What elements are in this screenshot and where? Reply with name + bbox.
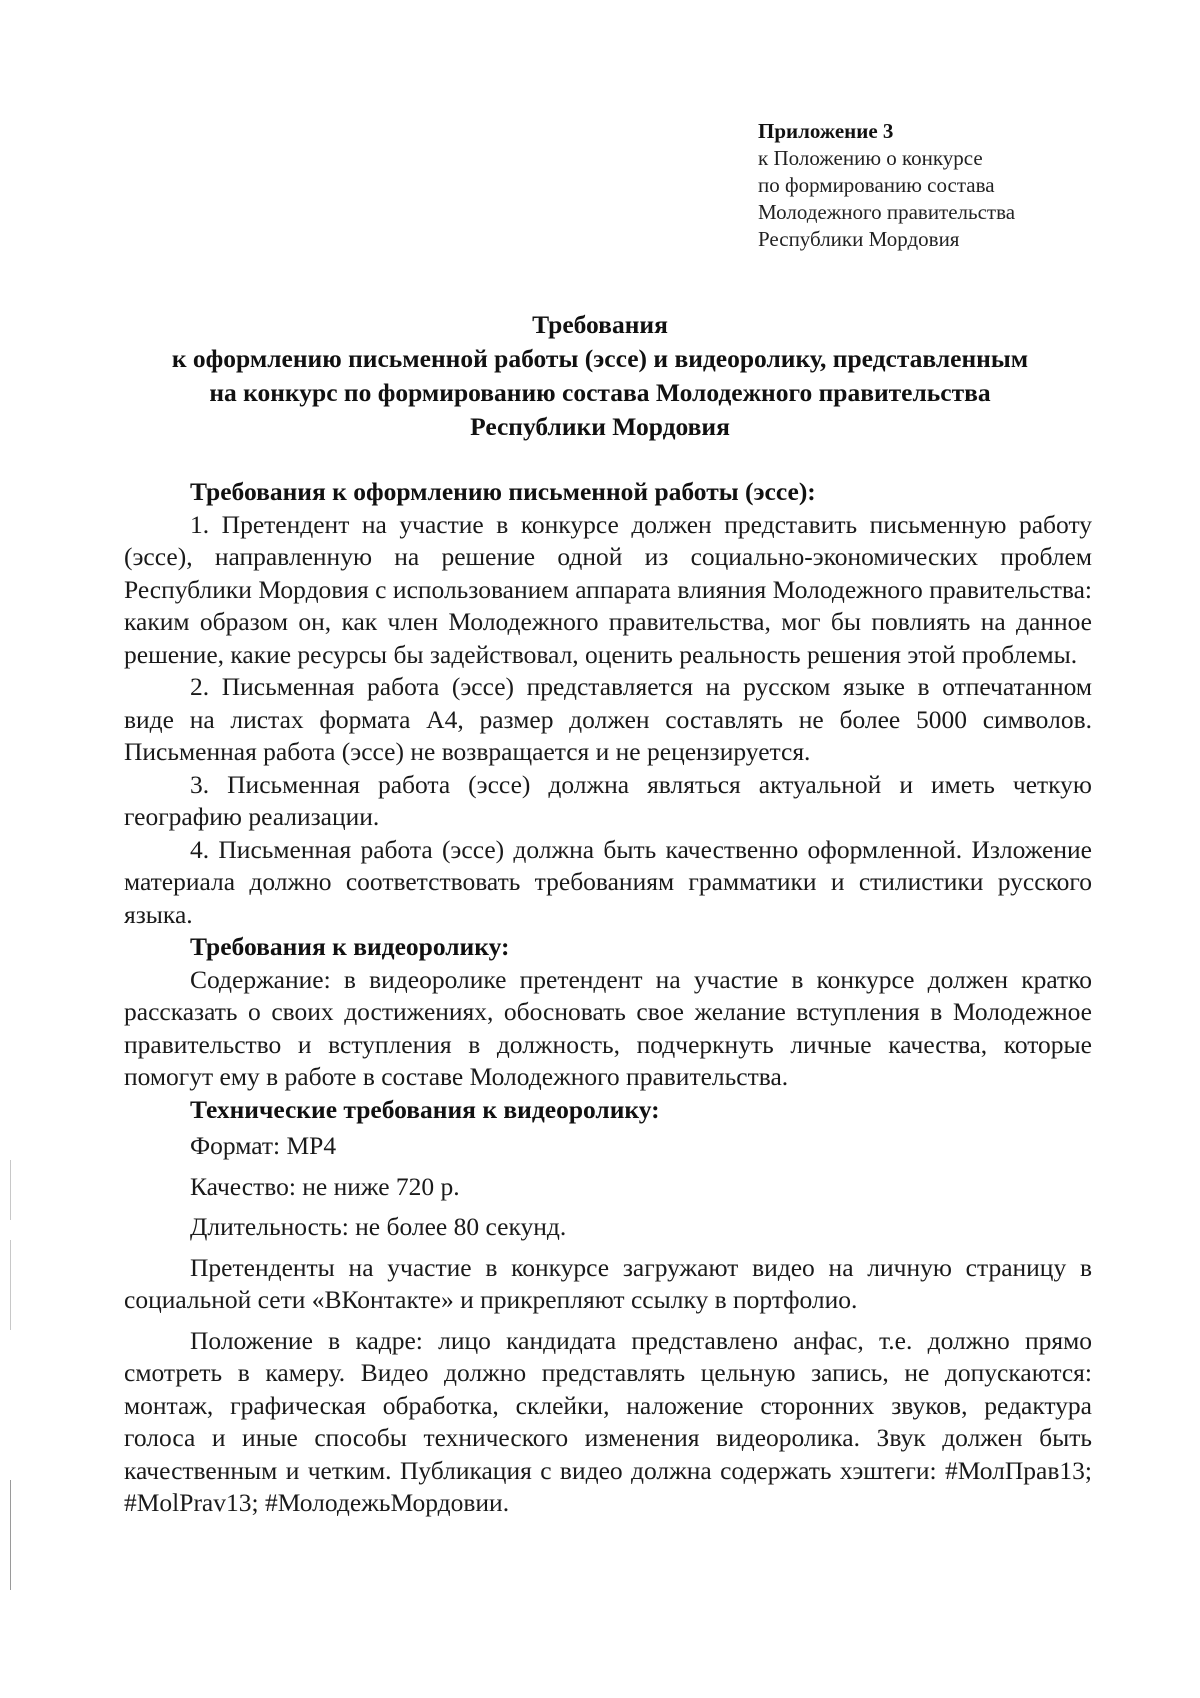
scan-artifact	[10, 1160, 11, 1220]
technical-quality: Качество: не ниже 720 р.	[190, 1171, 460, 1201]
title-line: к оформлению письменной работы (эссе) и видеоролику, представленным	[171, 344, 1029, 373]
document-title	[120, 308, 1080, 444]
title-line: Республики Мордовия	[470, 412, 730, 441]
document-body	[124, 476, 1092, 1520]
essay-item-1: 1. Претендент на участие в конкурсе должен представить письменную работу (эссе), направленную на решение одной из социально-экономических проблем Республики Мордовия с использованием аппарата влияния Молодежного правительства: каким образом он, как член Молодежного правительства, мог бы повлиять на данное решение, какие ресурсы бы задействовал, оценить реальность решения этой проблемы.	[124, 509, 1092, 669]
appendix-block	[758, 118, 1098, 253]
essay-item-2: 2. Письменная работа (эссе) представляется на русском языке в отпечатанном виде на листах формата А4, размер должен составлять не более 5000 символов. Письменная работа (эссе) не возвращается и не рецензируется.	[124, 672, 1092, 766]
technical-format: Формат: MP4	[190, 1131, 337, 1160]
appendix-line: Республики Мордовия	[758, 227, 960, 251]
title-line: Требования	[532, 310, 668, 339]
scan-artifact	[10, 1240, 11, 1330]
scan-artifact	[10, 1480, 11, 1590]
essay-heading: Требования к оформлению письменной работы (эссе):	[190, 477, 816, 506]
essay-item-3: 3. Письменная работа (эссе) должна являться актуальной и иметь четкую географию реализации.	[124, 769, 1092, 831]
appendix-line: по формированию состава	[758, 173, 995, 197]
video-heading: Требования к видеоролику:	[190, 932, 510, 961]
technical-duration: Длительность: не более 80 секунд.	[190, 1212, 567, 1241]
video-content: Содержание: в видеоролике претендент на участие в конкурсе должен кратко рассказать о своих достижениях, обосновать свое желание вступления в Молодежное правительство и вступления в должность, подчеркнуть личные качества, которые помогут ему в работе в составе Молодежного правительства.	[124, 964, 1092, 1091]
essay-item-4: 4. Письменная работа (эссе) должна быть качественно оформленной. Изложение материала должно соответствовать требованиям грамматики и стилистики русского языка.	[124, 834, 1092, 929]
appendix-title: Приложение 3	[758, 119, 894, 143]
appendix-line: Молодежного правительства	[758, 200, 1016, 224]
technical-upload: Претенденты на участие в конкурсе загружают видео на личную страницу в социальной сети «ВКонтакте» и прикрепляют ссылку в портфолио.	[124, 1252, 1092, 1314]
technical-position: Положение в кадре: лицо кандидата представлено анфас, т.е. должно прямо смотреть в камеру. Видео должно представлять цельную запись, не допускаются: монтаж, графическая обработка, склейки, наложение сторонних звуков, редактура голоса и иные способы технического изменения видеоролика. Звук должен быть качественным и четким. Публикация с видео должна содержать хэштеги: #МолПрав13; #MolPrav13; #МолодежьМордовии.	[124, 1325, 1092, 1517]
appendix-line: к Положению о конкурсе	[758, 146, 983, 170]
title-line: на конкурс по формированию состава Молодежного правительства	[209, 378, 991, 407]
technical-heading: Технические требования к видеоролику:	[190, 1094, 660, 1124]
